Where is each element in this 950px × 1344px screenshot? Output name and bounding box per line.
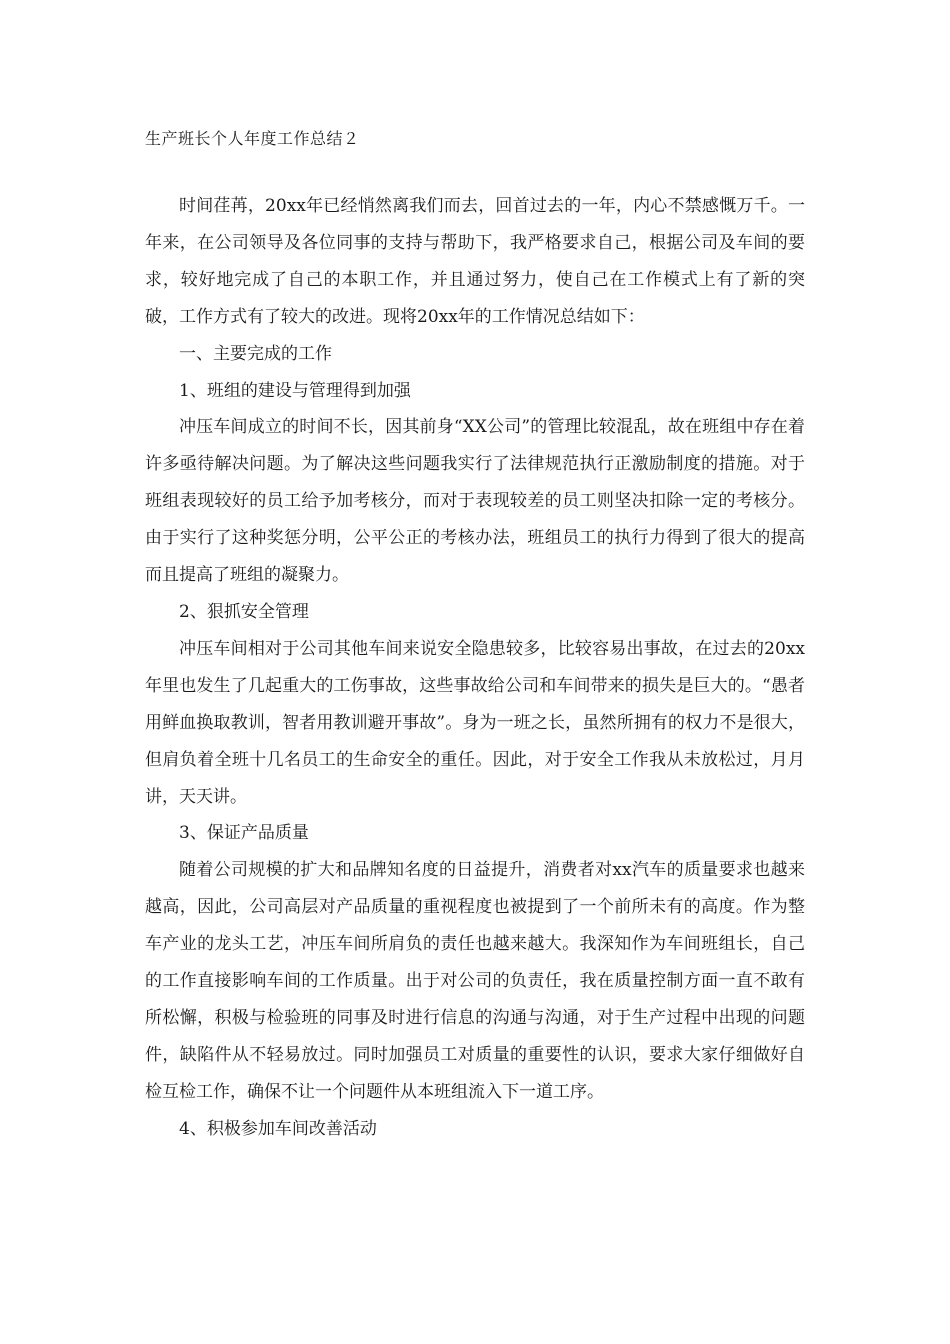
intro-paragraph: 时间荏苒，20xx年已经悄然离我们而去，回首过去的一年，内心不禁感慨万千。一年来，在公司领导及各位同事的支持与帮助下，我严格要求自己，根据公司及车间的要求，较好地完成了自己的本职工作，并且通过努力，使自己在工作模式上有了新的突破，工作方式有了较大的改进。现将20xx年的工作情况总结如下： (145, 196, 805, 327)
document-title: 生产班长个人年度工作总结２ (145, 129, 360, 148)
paragraph-safety: 冲压车间相对于公司其他车间来说安全隐患较多，比较容易出事故，在过去的20xx年里也发生了几起重大的工伤事故，这些事故给公司和车间带来的损失是巨大的。“愚者用鲜血换取教训，智者用教训避开事故”。身为一班之长，虽然所拥有的权力不是很大，但肩负着全班十几名员工的生命安全的重任。因此，对于安全工作我从未放松过，月月讲，天天讲。 (145, 638, 805, 807)
document-body (145, 188, 805, 1148)
subheading-team-building: 1、班组的建设与管理得到加强 (179, 380, 411, 401)
subheading-safety: 2、狠抓安全管理 (179, 601, 309, 622)
paragraph-team-building: 冲压车间成立的时间不长，因其前身“XX公司”的管理比较混乱，故在班组中存在着许多亟待解决问题。为了解决这些问题我实行了法律规范执行正激励制度的措施。对于班组表现较好的员工给予加考核分，而对于表现较差的员工则坚决扣除一定的考核分。由于实行了这种奖惩分明，公平公正的考核办法，班组员工的执行力得到了很大的提高而且提高了班组的凝聚力。 (145, 417, 805, 586)
subheading-quality: 3、保证产品质量 (179, 823, 309, 844)
paragraph-quality: 随着公司规模的扩大和品牌知名度的日益提升，消费者对xx汽车的质量要求也越来越高，因此，公司高层对产品质量的重视程度也被提到了一个前所未有的高度。作为整车产业的龙头工艺，冲压车间所肩负的责任也越来越大。我深知作为车间班组长，自己的工作直接影响车间的工作质量。出于对公司的负责任，我在质量控制方面一直不敢有所松懈，积极与检验班的同事及时进行信息的沟通与沟通，对于生产过程中出现的问题件，缺陷件从不轻易放过。同时加强员工对质量的重要性的认识，要求大家仔细做好自检互检工作，确保不让一个问题件从本班组流入下一道工序。 (145, 860, 805, 1102)
subheading-improvement: 4、积极参加车间改善活动 (179, 1118, 377, 1139)
section-heading-main-work: 一、主要完成的工作 (179, 343, 332, 364)
